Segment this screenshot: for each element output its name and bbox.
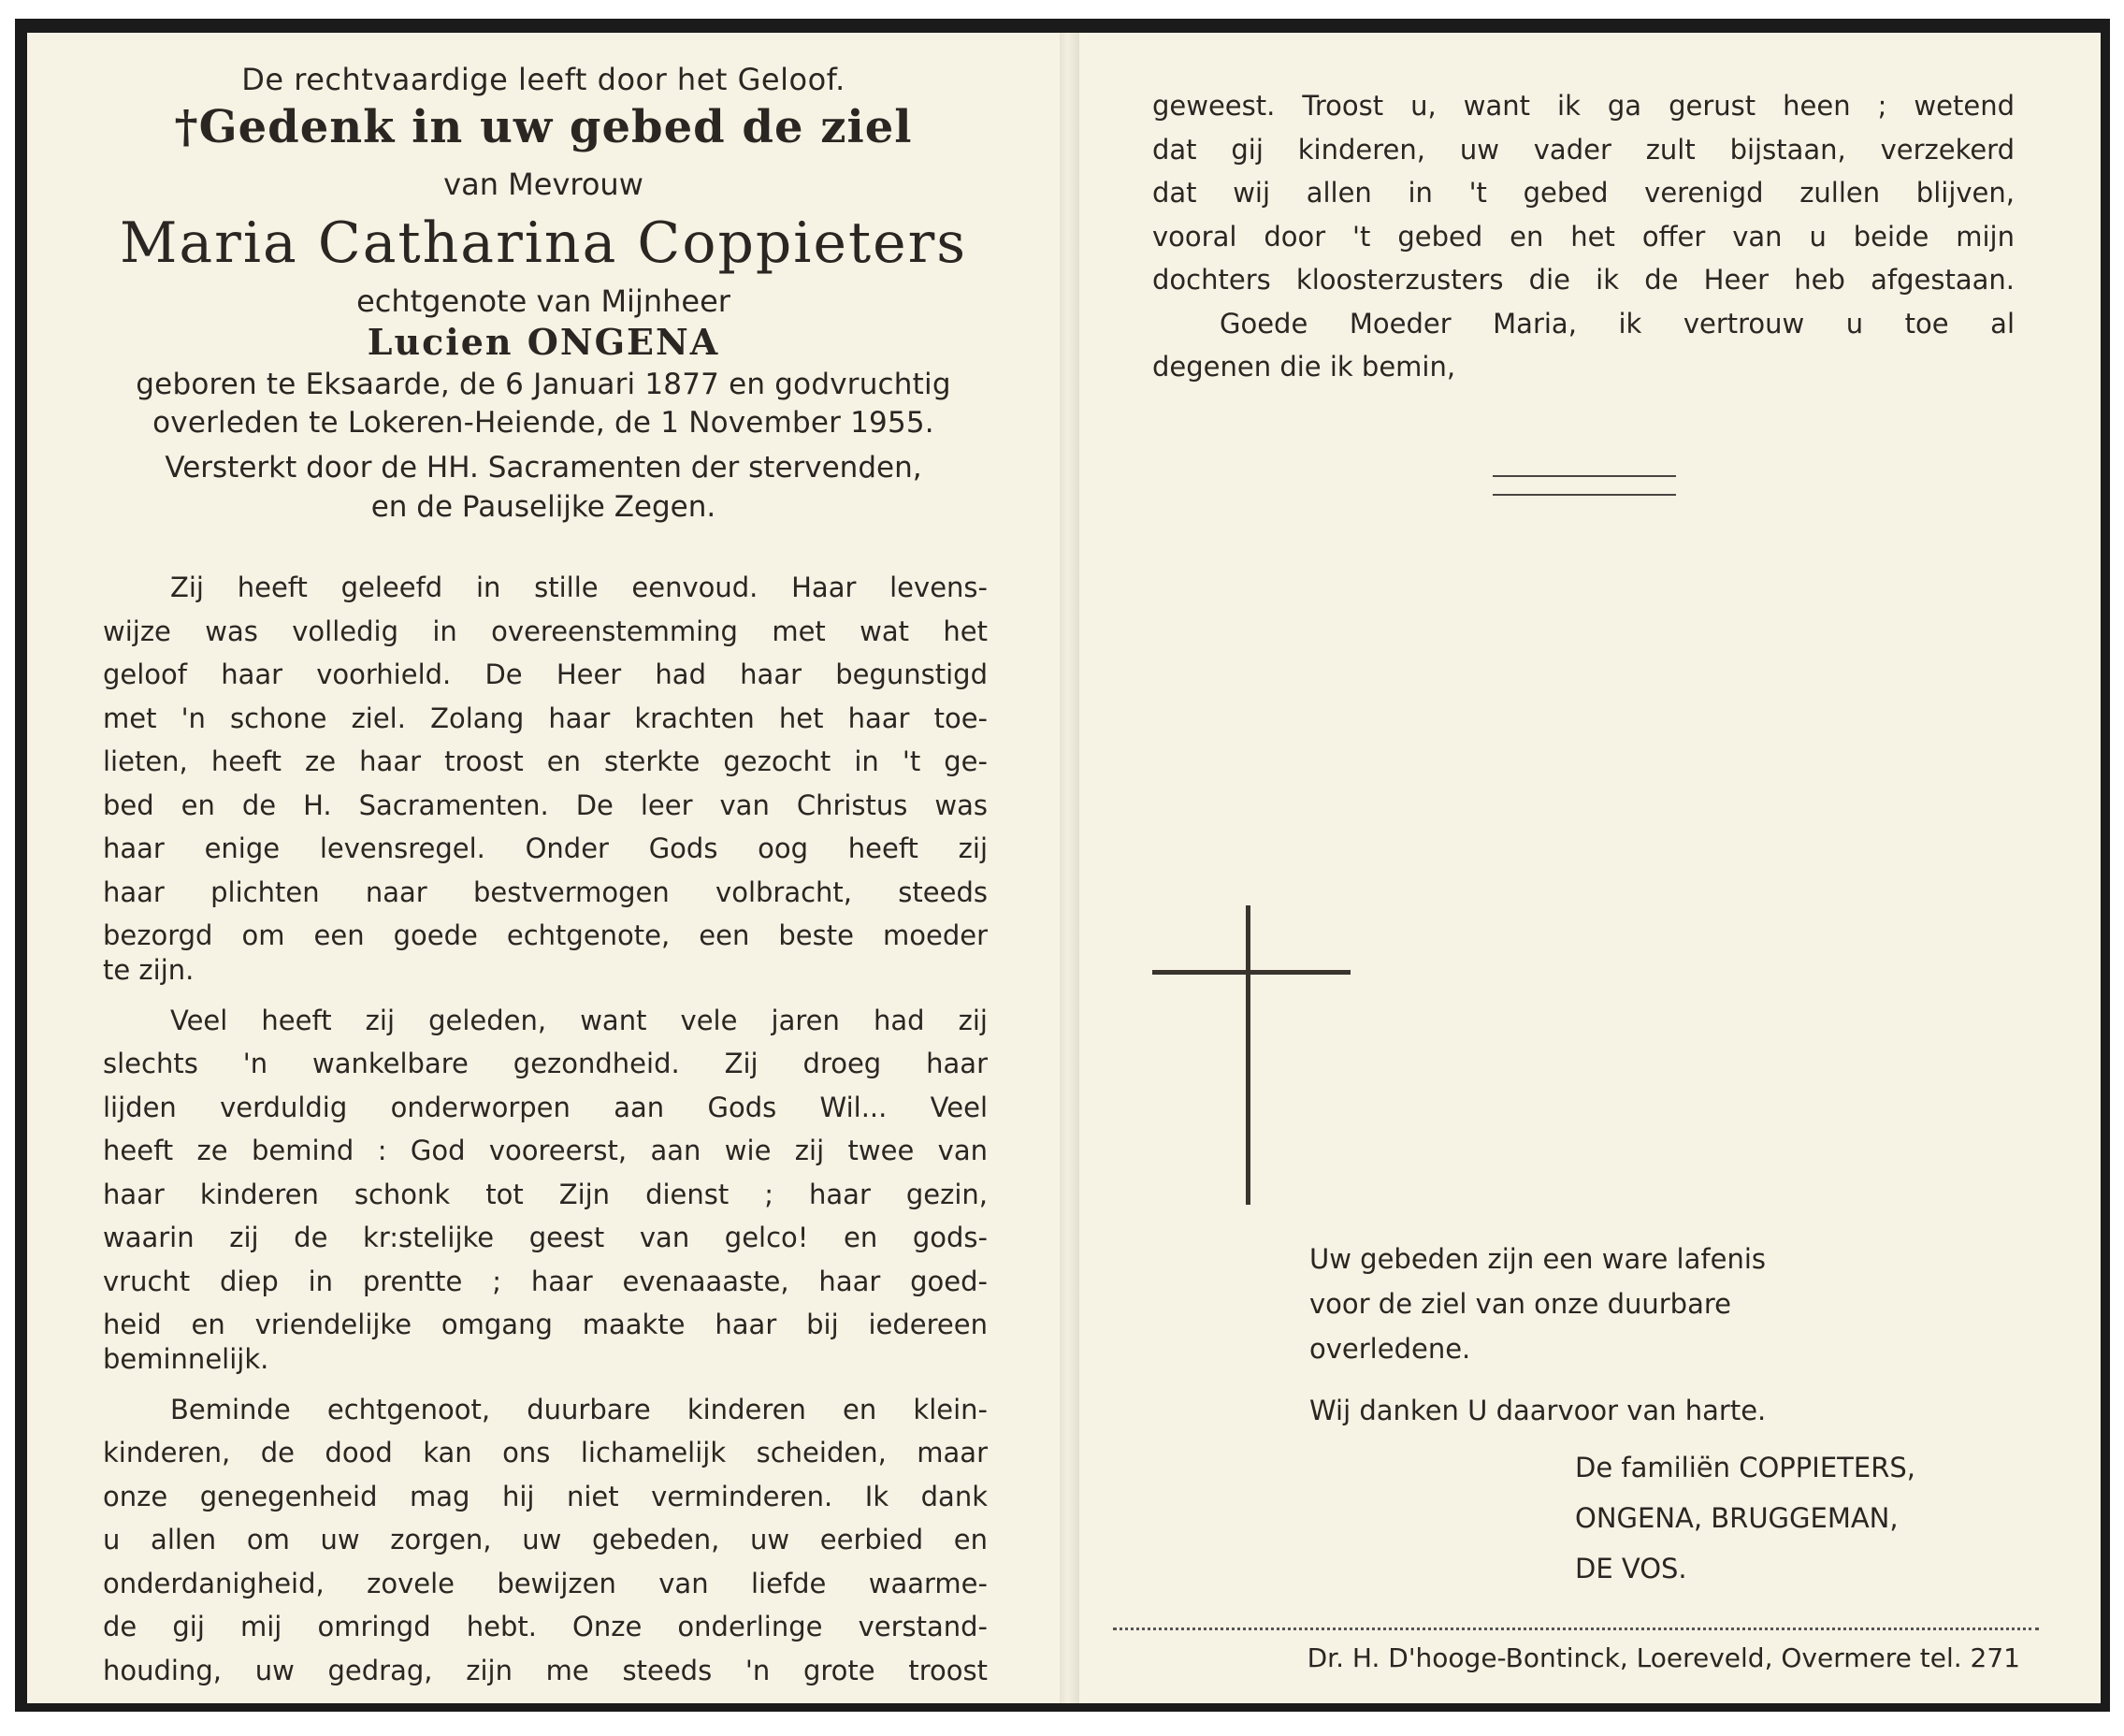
death-line: overleden te Lokeren-Heiende, de 1 November 1955. (152, 406, 934, 440)
dotted-separator (1113, 1628, 2039, 1630)
body-line: wijze was volledig in overeenstemming met wat het (103, 615, 988, 647)
gedenk-heading: †Gedenk in uw gebed de ziel (174, 101, 913, 153)
family-line: ONGENA, BRUGGEMAN, (1575, 1502, 1899, 1534)
body-line: de gij mij omringd hebt. Onze onderlinge verstand- (103, 1611, 988, 1642)
body-line: beminnelijk. (103, 1342, 269, 1375)
body-line: waarin zij de kr:stelijke geest van gelco! en gods- (103, 1222, 988, 1253)
body-line: Beminde echtgenoot, duurbare kinderen en klein- (170, 1393, 988, 1425)
body-line: onderdanigheid, zovele bewijzen van liefde waarme- (103, 1567, 988, 1599)
body-line: lieten, heeft ze haar troost en sterkte gezocht in 't ge- (103, 745, 988, 777)
birth-line: geboren te Eksaarde, de 6 Januari 1877 en godvruchtig (136, 368, 951, 401)
printer-credit: Dr. H. D'hooge-Bontinck, Loereveld, Overmere tel. 271 (1307, 1642, 2020, 1673)
divider-rule (1493, 494, 1676, 496)
body-line: haar kinderen schonk tot Zijn dienst ; haar gezin, (103, 1178, 988, 1210)
body-line: geweest. Troost u, want ik ga gerust heen ; wetend (1152, 90, 2015, 122)
thanks-line: voor de ziel van onze duurbare (1309, 1288, 1731, 1320)
body-line: Zij heeft geleefd in stille eenvoud. Haar levens- (170, 571, 988, 603)
body-line: haar enige levensregel. Onder Gods oog heeft zij (103, 832, 988, 864)
body-line: haar plichten naar bestvermogen volbracht, steeds (103, 875, 988, 908)
thanks-line: overledene. (1309, 1333, 1471, 1365)
body-line: dochters kloosterzusters die ik de Heer heb afgestaan. (1152, 264, 2015, 296)
body-line: te zijn. (103, 953, 195, 986)
body-line: houding, uw gedrag, zijn me steeds 'n grote troost (103, 1654, 988, 1686)
right-body-text (1152, 84, 2015, 389)
left-body-text (103, 566, 988, 1692)
thanks-line: Wij danken U daarvoor van harte. (1309, 1395, 1767, 1426)
body-line: u allen om uw zorgen, uw gebeden, uw eerbied en (103, 1524, 988, 1555)
body-line: vooral door 't gebed en het offer van u beide mijn (1152, 220, 2015, 253)
cross-horizontal (1152, 970, 1351, 975)
family-line: De familiën COPPIETERS, (1575, 1452, 1915, 1483)
cross-vertical (1246, 905, 1250, 1205)
thanks-line: Uw gebeden zijn een ware lafenis (1309, 1243, 1766, 1275)
body-line: bed en de H. Sacramenten. De leer van Christus was (103, 788, 988, 821)
body-line: heeft ze bemind : God vooreerst, aan wie zij twee van (103, 1135, 988, 1166)
divider-rule (1493, 475, 1676, 477)
body-line: bezorgd om een goede echtgenote, een beste moeder (103, 919, 988, 951)
blessing-line: en de Pauselijke Zegen. (370, 490, 716, 524)
body-line: heid en vriendelijke omgang maakte haar bij iedereen (103, 1309, 988, 1340)
body-line: Veel heeft zij geleden, want vele jaren had zij (170, 1004, 988, 1036)
body-line: dat gij kinderen, uw vader zult bijstaan, verzekerd (1152, 133, 2015, 166)
center-fold (1060, 33, 1079, 1703)
family-signature (1575, 1442, 2015, 1594)
deceased-name: Maria Catharina Coppieters (119, 210, 968, 276)
spouse-intro: echtgenote van Mijnheer (356, 283, 730, 319)
body-line: onze genegenheid mag hij niet verminderen. Ik dank (103, 1480, 988, 1512)
body-line: slechts 'n wankelbare gezondheid. Zij droeg haar (103, 1048, 988, 1079)
body-line: lijden verduldig onderworpen aan Gods Wil... Veel (103, 1091, 988, 1123)
body-line: vrucht diep in prentte ; haar evenaaaste, haar goed- (103, 1265, 988, 1297)
body-line: geloof haar voorhield. De Heer had haar begunstigd (103, 658, 988, 690)
body-line: kinderen, de dood kan ons lichamelijk scheiden, maar (103, 1437, 988, 1468)
motto: De rechtvaardige leeft door het Geloof. (241, 62, 845, 97)
van-mevrouw: van Mevrouw (443, 166, 643, 202)
body-line: Goede Moeder Maria, ik vertrouw u toe al (1220, 307, 2015, 340)
body-line: dat wij allen in 't gebed verenigd zullen blijven, (1152, 177, 2015, 209)
thanks-text (1309, 1237, 2020, 1433)
body-line: degenen die ik bemin, (1152, 351, 1456, 383)
family-line: DE VOS. (1575, 1553, 1687, 1584)
sacraments-line: Versterkt door de HH. Sacramenten der stervenden, (165, 451, 922, 485)
husband-name: Lucien ONGENA (367, 321, 720, 363)
body-line: met 'n schone ziel. Zolang haar krachten het haar toe- (103, 702, 988, 734)
